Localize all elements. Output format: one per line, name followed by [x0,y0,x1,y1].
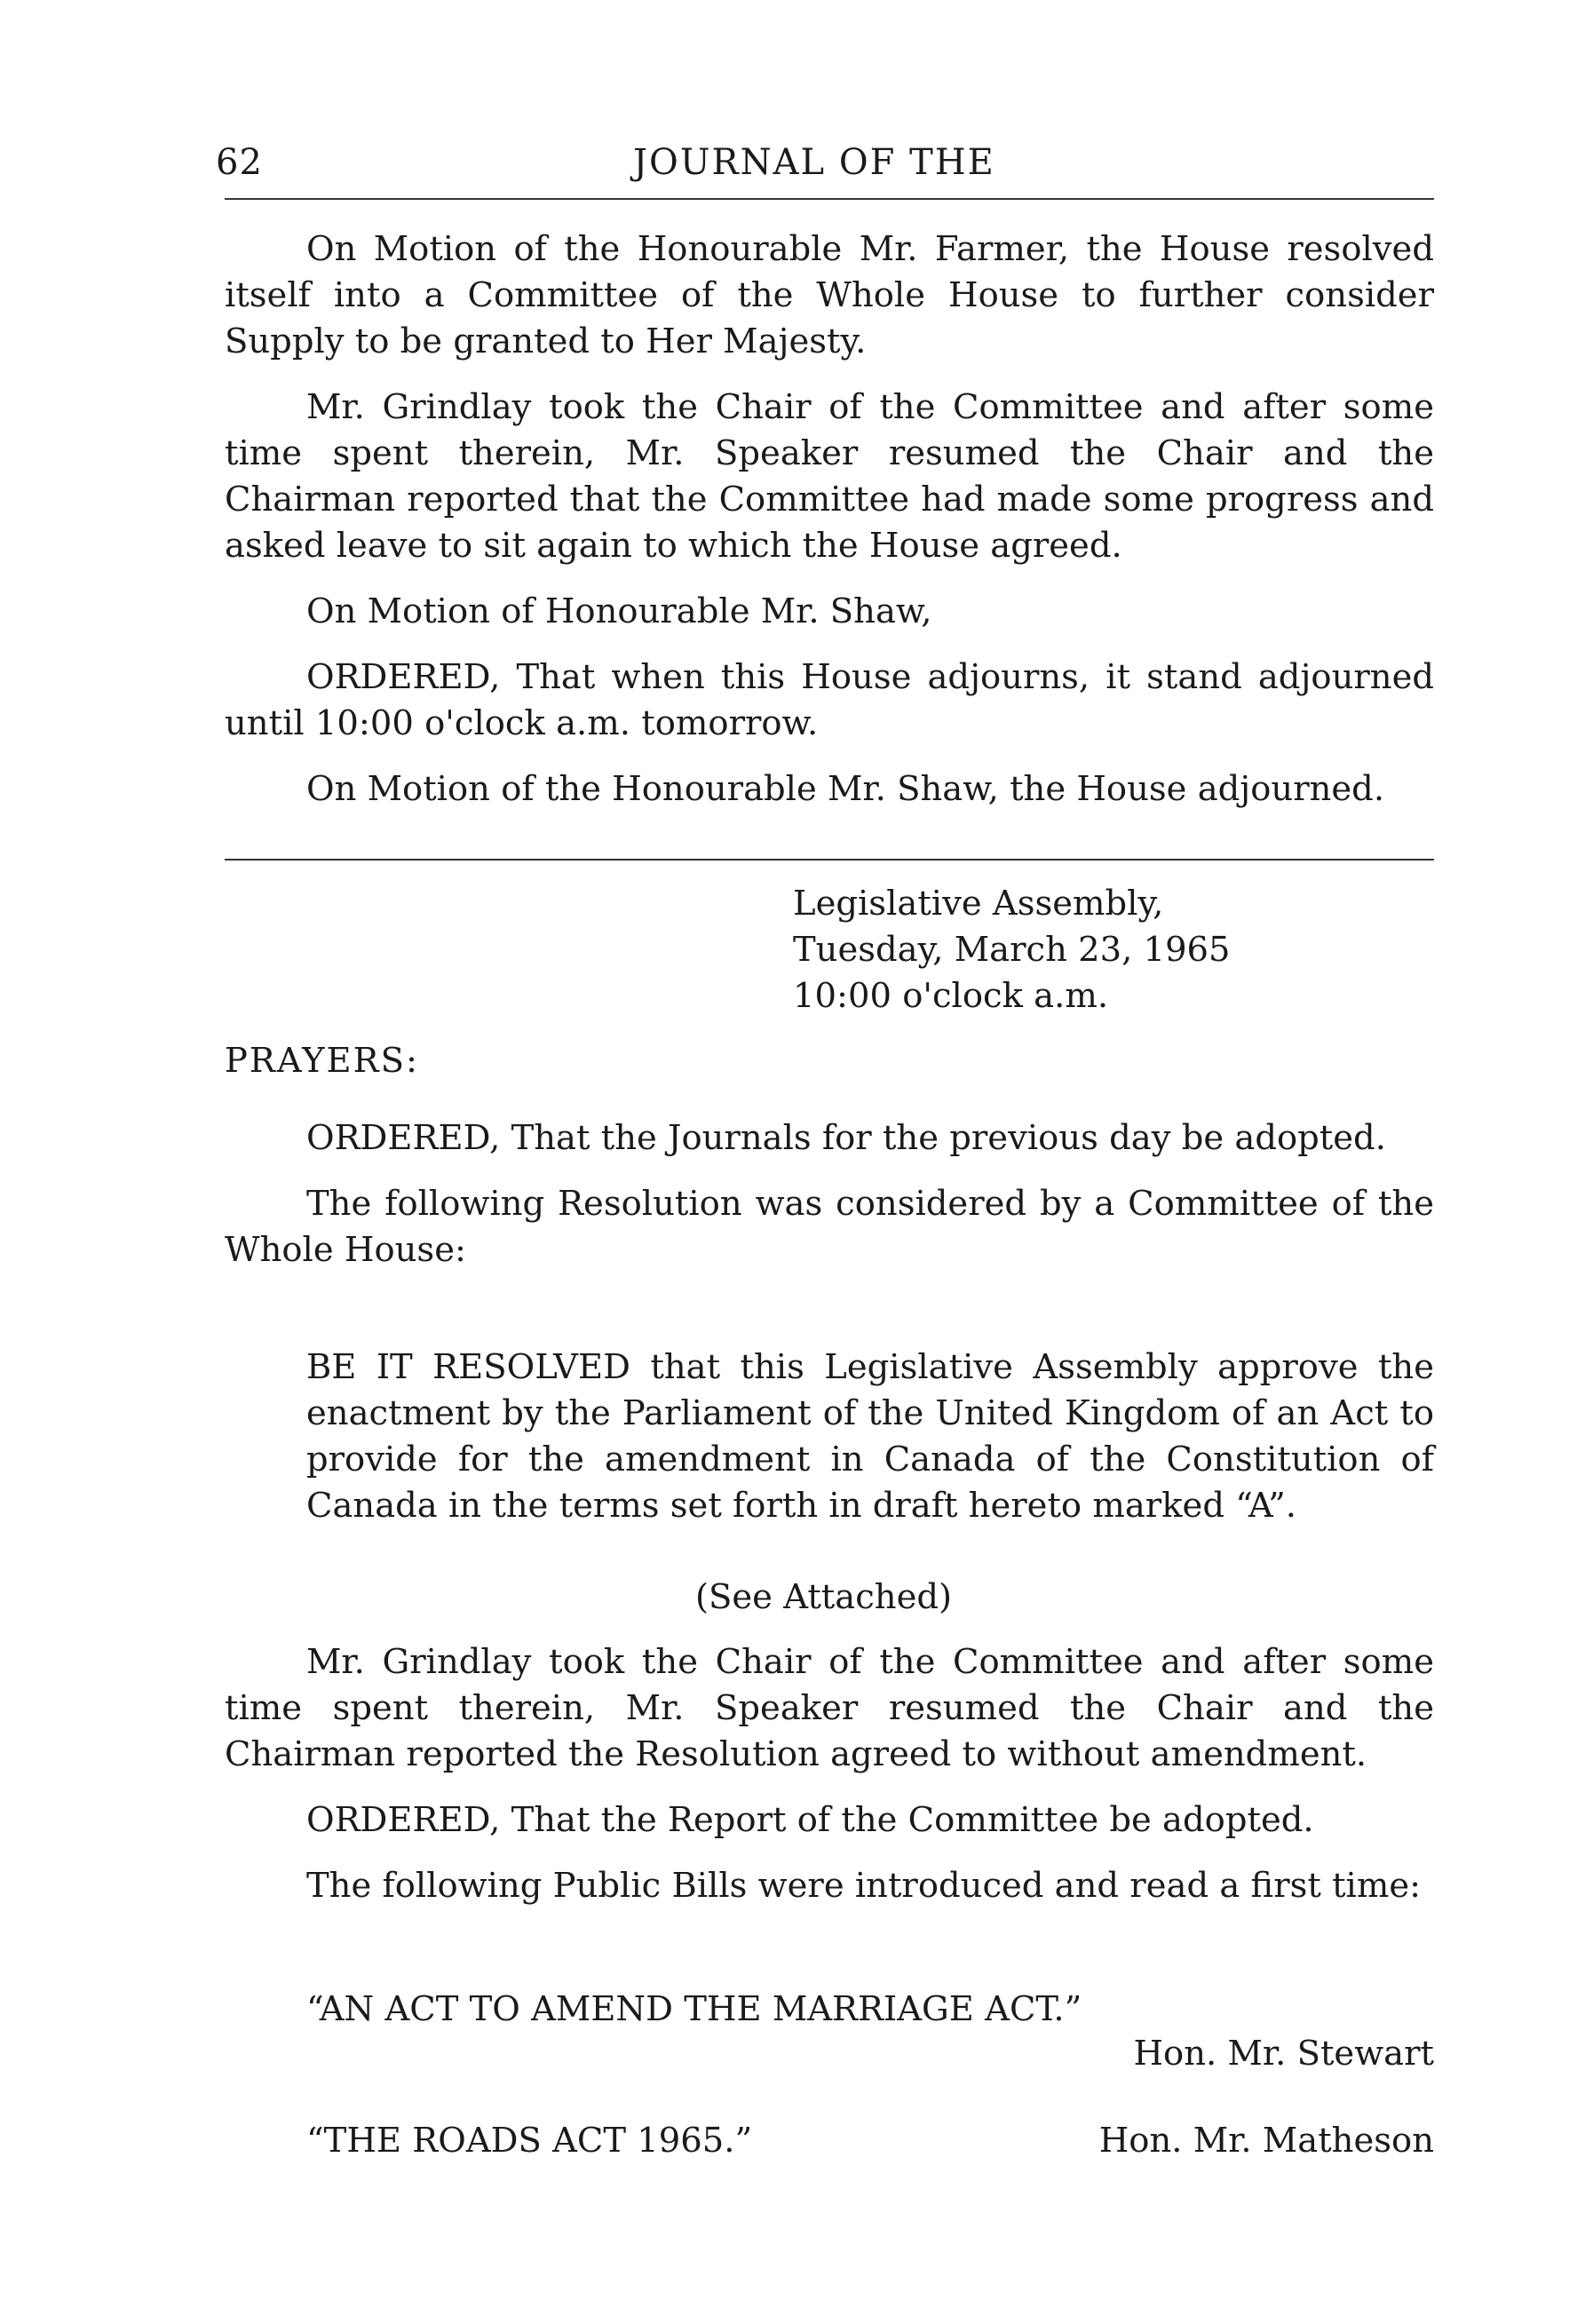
committee-resolution-paragraph: Mr. Grindlay took the Chair of the Committee and after some time spent therein, Mr. Speaker resumed the Chair and the Chairman reported the Resolution agreed to without amendment. [225,1642,1434,1774]
bill-title-roads-act: “THE ROADS ACT 1965.” [306,2121,753,2161]
page-header [216,142,1434,188]
resolution-text: BE IT RESOLVED that this Legislative Assembly approve the enactment by the Parliament of the United Kingdom of an Act to provide for the amendment in Canada of the Constitution of Canada in the terms set forth in draft hereto marked “A”. [306,1347,1434,1526]
previous-sitting-section [225,226,1434,813]
resolution-intro-paragraph: The following Resolution was considered by a Committee of the Whole House: [225,1184,1434,1270]
motion-supply-paragraph: On Motion of the Honourable Mr. Farmer, the House resolved itself into a Committee of the Whole House to further consider Supply to be granted to Her Majesty. [225,229,1434,361]
journals-adopted-paragraph: ORDERED, That the Journals for the previous day be adopted. [306,1118,1386,1158]
sitting-heading [793,881,1231,1019]
bills-intro-paragraph: The following Public Bills were introduced and read a first time: [306,1866,1422,1906]
sitting-assembly: Legislative Assembly, [793,884,1164,924]
adjournment-order-paragraph: ORDERED, That when this House adjourns, it stand adjourned until 10:00 o'clock a.m. tomorrow. [225,657,1434,743]
journals-adopted-block [225,1115,1434,1273]
resolution-block [306,1344,1434,1529]
bill-sponsor-stewart: Hon. Mr. Stewart [1133,2034,1434,2074]
section-divider [225,859,1434,861]
header-rule [225,198,1434,200]
motion-shaw-paragraph: On Motion of Honourable Mr. Shaw, [306,591,932,631]
report-adopted-paragraph: ORDERED, That the Report of the Committee be adopted. [306,1800,1314,1840]
sitting-date: Tuesday, March 23, 1965 [793,930,1231,970]
sitting-time: 10:00 o'clock a.m. [793,976,1109,1016]
page-number: 62 [216,142,263,183]
committee-report-paragraph: Mr. Grindlay took the Chair of the Committee and after some time spent therein, Mr. Speaker resumed the Chair and the Chairman reported that the Committee had made some progress and asked leave to sit again to which the House agreed. [225,387,1434,566]
bill-sponsor-matheson: Hon. Mr. Matheson [1098,2121,1434,2161]
house-adjourned-paragraph: On Motion of the Honourable Mr. Shaw, the House adjourned. [306,769,1385,809]
committee-resolution-block [225,1639,1434,1909]
running-title: JOURNAL OF THE [633,142,995,183]
bill-title-marriage-act: “AN ACT TO AMEND THE MARRIAGE ACT.” [306,1989,1082,2029]
see-attached-note: (See Attached) [695,1577,953,1617]
prayers-heading: PRAYERS: [225,1041,419,1081]
